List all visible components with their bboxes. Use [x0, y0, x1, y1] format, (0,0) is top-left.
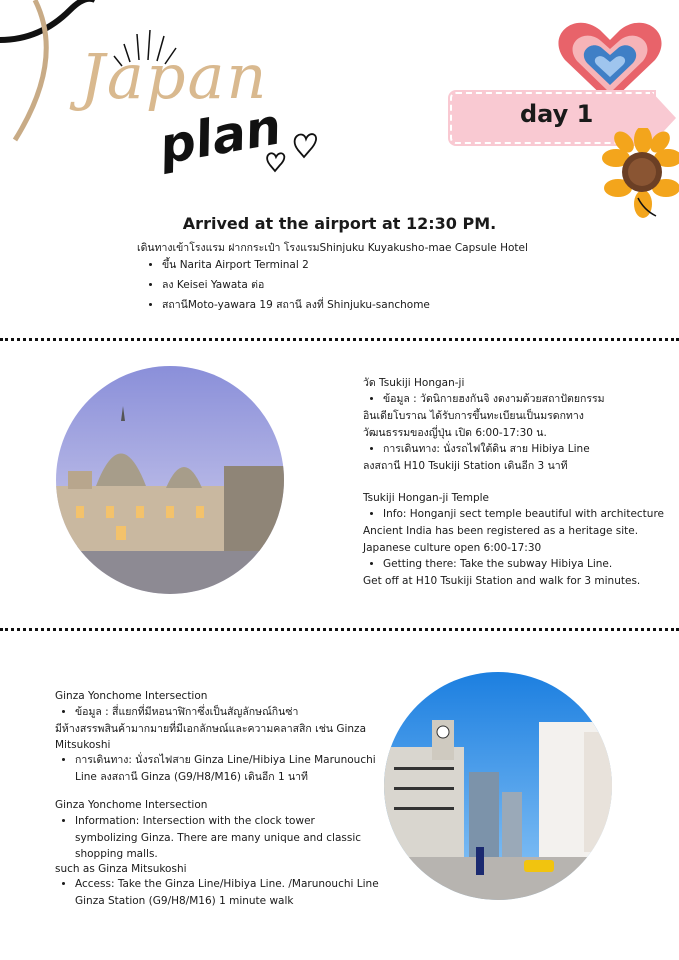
- ginza-en-access-line: Ginza Station (G9/H8/M16) 1 minute walk: [75, 895, 294, 907]
- tsukiji-en-travel-line: Get off at H10 Tsukiji Station and walk for 3 minutes.: [363, 575, 641, 587]
- tsukiji-en-info: [363, 506, 664, 523]
- sunflower-icon: [598, 128, 679, 218]
- ginza-th-info: [55, 704, 298, 721]
- tsukiji-en-info-line: Japanese culture open 6:00-17:30: [363, 542, 542, 554]
- ginza-th-info-line: มีห้างสรรพสินค้ามากมายที่มีเอกลักษณ์และความคลาสสิก เช่น Ginza: [55, 723, 367, 735]
- ginza-en-info-line: such as Ginza Mitsukoshi: [55, 863, 187, 875]
- arrival-intro: เดินทางเข้าโรงแรม ฝากกระเป๋า โรงแรมShinjuku Kuyakusho-mae Capsule Hotel: [137, 242, 528, 254]
- ginza-th-info-line: Mitsukoshi: [55, 739, 111, 751]
- tsukiji-th-info-line: วัฒนธรรมของญี่ปุ่น เปิด 6:00-17:30 น.: [363, 427, 547, 439]
- ginza-en-info: [55, 813, 315, 830]
- list-item: • Getting there: Take the subway Hibiya Line.: [383, 556, 612, 573]
- tsukiji-en-title: Tsukiji Hongan-ji Temple: [363, 492, 490, 504]
- tsukiji-th-info-line: อินเดียโบราณ ได้รับการขึ้นทะเบียนเป็นมรดกทาง: [363, 410, 584, 422]
- ginza-en-access: [55, 876, 379, 893]
- ginza-th-travel: [55, 752, 376, 769]
- ginza-en-info-line: shopping malls.: [75, 848, 158, 860]
- tsukiji-th-travel-line: ลงสถานี H10 Tsukiji Station เดินอีก 3 นาที: [363, 460, 568, 472]
- list-item: • Info: Honganji sect temple beautiful with architecture: [383, 506, 664, 523]
- arrival-heading: Arrived at the airport at 12:30 PM.: [182, 214, 497, 233]
- day-label: day 1: [520, 100, 594, 128]
- list-item: • Access: Take the Ginza Line/Hibiya Line. /Marunouchi Line: [75, 876, 379, 893]
- ginza-en-title: Ginza Yonchome Intersection: [55, 799, 208, 811]
- tsukiji-th-info: [363, 391, 605, 408]
- list-item: • ข้อมูล : วัดนิกายฮงกันจิ งดงามด้วยสถาปัตยกรรม: [383, 391, 605, 408]
- section-divider: [0, 628, 679, 631]
- list-item: • ข้อมูล : สี่แยกที่มีหอนาฬิกาซึ่งเป็นสัญลักษณ์กินซ่า: [75, 704, 298, 721]
- list-item: • ลง Keisei Yawata ต่อ: [162, 277, 430, 294]
- ginza-intersection-photo: [384, 672, 612, 900]
- tsukiji-en-travel: [363, 556, 612, 573]
- page-title: Japan: [80, 40, 269, 113]
- tsukiji-th-travel: [363, 441, 590, 458]
- small-heart-icon: [258, 125, 318, 180]
- tsukiji-en-info-line: Ancient India has been registered as a heritage site.: [363, 525, 639, 537]
- ginza-th-travel-line: Line ลงสถานี Ginza (G9/H8/M16) เดินอีก 1 นาที: [75, 771, 308, 783]
- ginza-en-info-line: symbolizing Ginza. There are many unique and classic: [75, 832, 362, 844]
- tsukiji-temple-photo: [56, 366, 284, 594]
- ginza-th-title: Ginza Yonchome Intersection: [55, 690, 208, 702]
- list-item: • ขึ้น Narita Airport Terminal 2: [162, 257, 430, 274]
- list-item: • สถานีMoto-yawara 19 สถานี ลงที่ Shinjuku-sanchome: [162, 297, 430, 314]
- list-item: • การเดินทาง: นั่งรถไฟใต้ดิน สาย Hibiya Line: [383, 441, 590, 458]
- page-subtitle: plan: [154, 97, 286, 176]
- arrival-steps: [142, 257, 430, 314]
- list-item: • Information: Intersection with the clock tower: [75, 813, 315, 830]
- section-divider: [0, 338, 679, 341]
- list-item: • การเดินทาง: นั่งรถไฟสาย Ginza Line/Hibiya Line Marunouchi: [75, 752, 376, 769]
- tsukiji-th-title: วัด Tsukiji Hongan-ji: [363, 377, 465, 389]
